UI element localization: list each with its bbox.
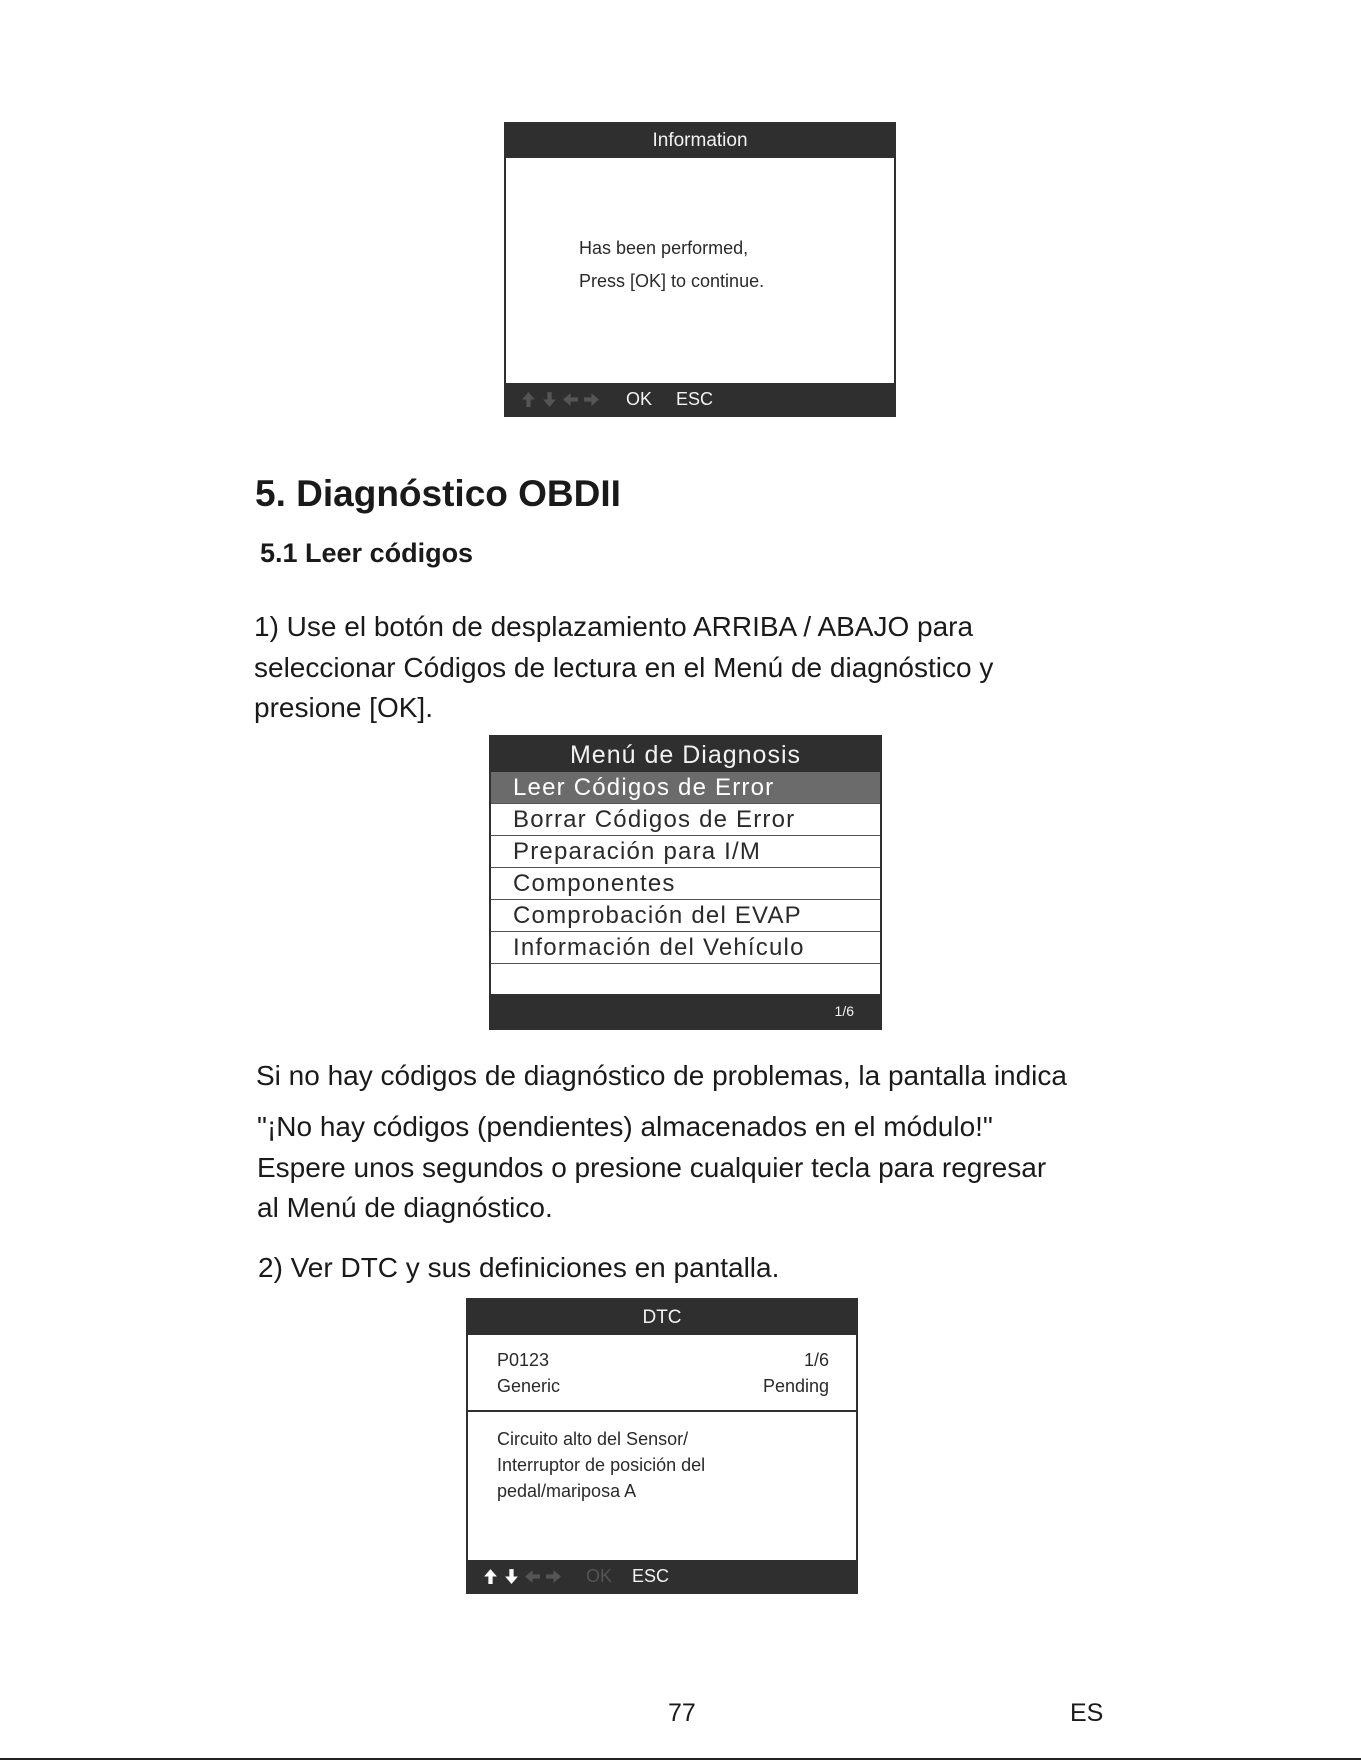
nav-icons xyxy=(482,1568,562,1585)
menu-footer xyxy=(491,994,880,1028)
section-heading: 5. Diagnóstico OBDII xyxy=(255,473,621,514)
dtc-code: P0123 xyxy=(497,1350,550,1370)
screen-footer xyxy=(506,383,894,415)
nav-icons xyxy=(520,391,600,408)
diagnosis-menu-screen xyxy=(489,735,882,1030)
arrow-right-icon xyxy=(545,1568,562,1585)
dtc-divider xyxy=(468,1410,856,1412)
subsection-heading: 5.1 Leer códigos xyxy=(260,538,474,568)
dtc-status: Pending xyxy=(762,1376,829,1396)
menu-item-erase-codes[interactable]: Borrar Códigos de Error xyxy=(491,804,880,836)
menu-item-vehicle-info[interactable]: Información del Vehículo xyxy=(491,932,880,964)
menu-item-evap-check[interactable]: Comprobación del EVAP xyxy=(491,900,880,932)
arrow-right-icon xyxy=(583,391,600,408)
page-number: 77 xyxy=(668,1699,696,1727)
menu-item-components[interactable]: Componentes xyxy=(491,868,880,900)
screen-title: Information xyxy=(506,124,894,158)
step-1-line-2: seleccionar Códigos de lectura en el Menú de diagnóstico y xyxy=(254,651,994,683)
dtc-title: DTC xyxy=(468,1300,856,1335)
note-line-3: Espere unos segundos o presione cualquier tecla para regresar xyxy=(257,1151,1047,1183)
menu-item-im-readiness[interactable]: Preparación para I/M xyxy=(491,836,880,868)
message-line-2: Press [OK] to continue. xyxy=(579,271,765,291)
information-screen xyxy=(504,122,896,417)
note-line-4: al Menú de diagnóstico. xyxy=(257,1192,553,1223)
dtc-screen xyxy=(466,1298,858,1594)
note-line-1: Si no hay códigos de diagnóstico de problemas, la pantalla indica xyxy=(256,1060,1067,1091)
ok-label: OK xyxy=(586,1565,613,1586)
bottom-rule xyxy=(0,1758,1361,1760)
arrow-left-icon xyxy=(562,391,579,408)
language-code: ES xyxy=(1070,1699,1104,1727)
step-1-line-3: presione [OK]. xyxy=(254,692,433,723)
definition-line-2: Interruptor de posición del xyxy=(497,1455,706,1475)
dtc-definition xyxy=(497,1426,705,1504)
esc-label: ESC xyxy=(676,388,714,409)
ok-label: OK xyxy=(626,388,653,409)
arrow-left-icon xyxy=(524,1568,541,1585)
definition-line-3: pedal/mariposa A xyxy=(497,1481,637,1501)
menu-item-empty xyxy=(491,964,880,995)
dtc-footer xyxy=(468,1560,856,1592)
definition-line-1: Circuito alto del Sensor/ xyxy=(497,1429,689,1449)
screen-message xyxy=(579,232,764,298)
arrow-down-icon xyxy=(503,1568,520,1585)
arrow-up-icon xyxy=(482,1568,499,1585)
dtc-type: Generic xyxy=(497,1376,561,1396)
menu-title: Menú de Diagnosis xyxy=(491,737,880,772)
menu-item-read-codes[interactable]: Leer Códigos de Error xyxy=(491,772,880,804)
menu-list xyxy=(491,772,880,995)
step-1-line-1: 1) Use el botón de desplazamiento ARRIBA / ABAJO para xyxy=(254,611,974,642)
dtc-type-row xyxy=(497,1376,829,1397)
step-2-paragraph: 2) Ver DTC y sus definiciones en pantalla. xyxy=(258,1252,780,1283)
arrow-down-icon xyxy=(541,391,558,408)
note-paragraph xyxy=(257,1107,1046,1229)
message-line-1: Has been performed, xyxy=(579,238,749,258)
dtc-count: 1/6 xyxy=(803,1350,829,1370)
page-indicator: 1/6 xyxy=(834,1003,854,1019)
note-line-2: "¡No hay códigos (pendientes) almacenados en el módulo!" xyxy=(257,1111,993,1142)
step-1-paragraph xyxy=(254,607,993,729)
esc-label: ESC xyxy=(632,1565,670,1586)
arrow-up-icon xyxy=(520,391,537,408)
dtc-code-row xyxy=(497,1350,829,1371)
